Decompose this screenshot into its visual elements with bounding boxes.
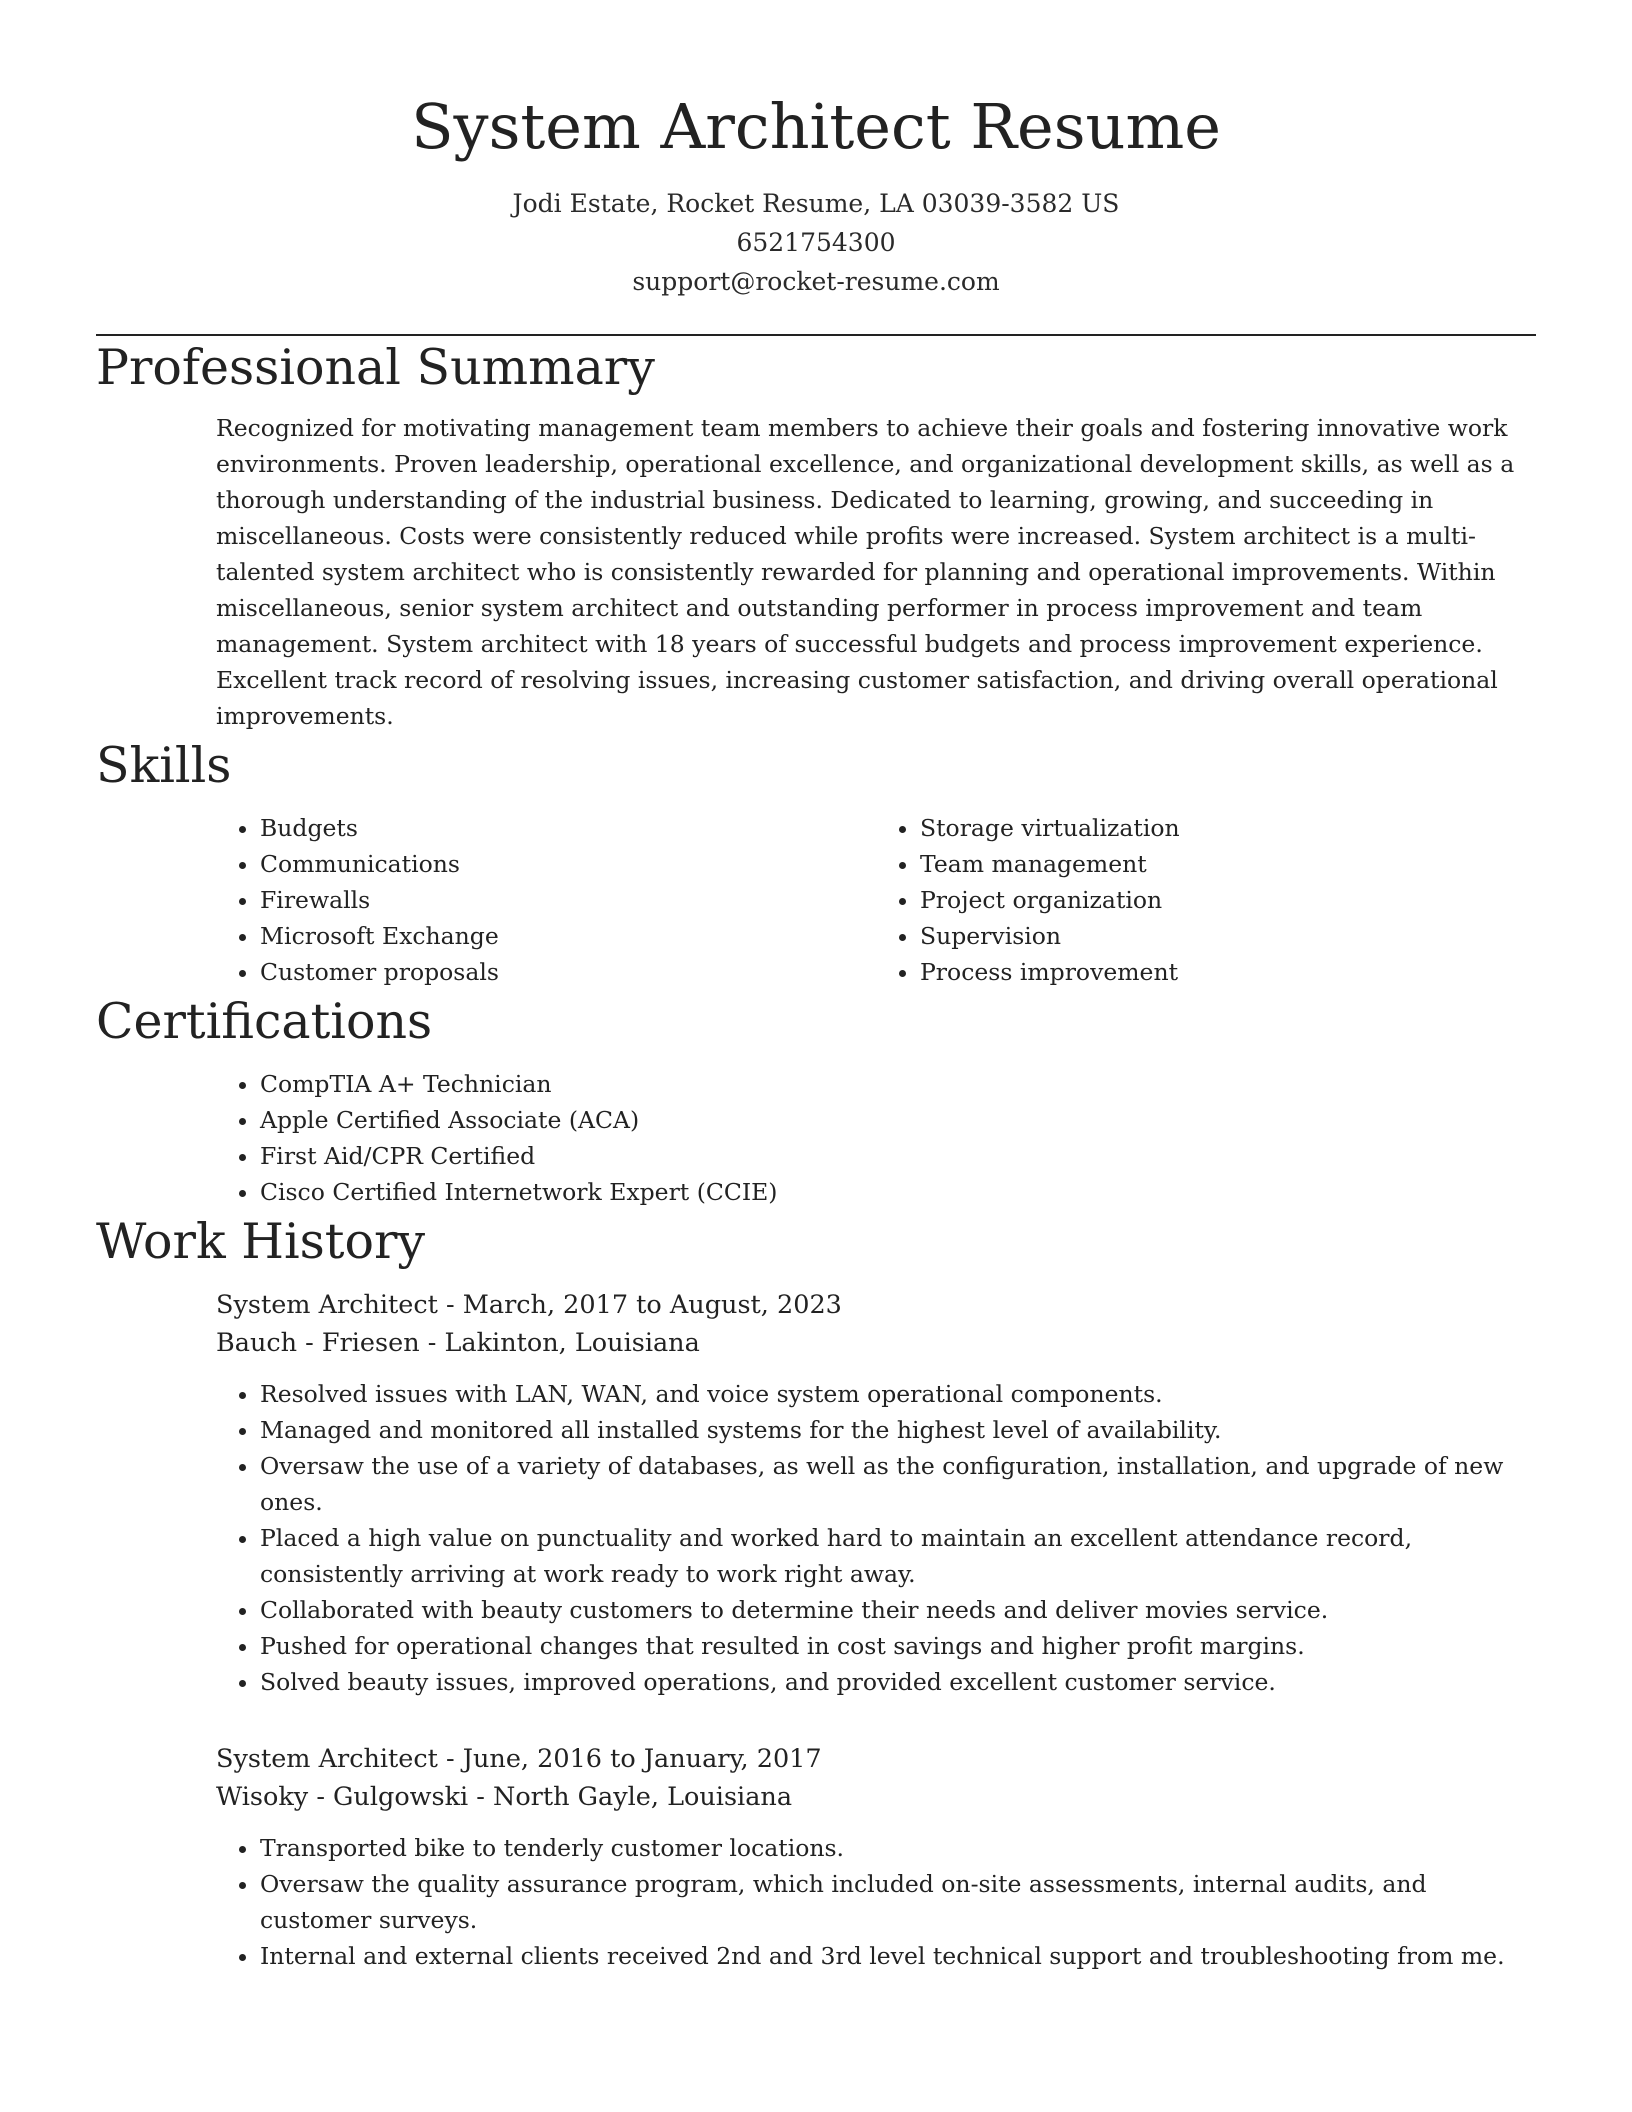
skill-item: • Process improvement	[920, 954, 1536, 990]
job-dates: - March, 2017 to August, 2023	[437, 1290, 842, 1320]
work-history-heading: Work History	[96, 1213, 426, 1270]
email-line: support@rocket-resume.com	[632, 267, 1000, 296]
job-entry	[216, 1286, 1536, 1700]
job-company: Wisoky - Gulgowski	[216, 1782, 469, 1812]
job-bullet: • Transported bike to tenderly customer locations.	[260, 1830, 1536, 1866]
job-company: Bauch - Friesen	[216, 1328, 420, 1358]
job-bullets	[216, 1376, 1536, 1700]
skills-column-right	[876, 810, 1536, 990]
job-bullet: • Collaborated with beauty customers to determine their needs and deliver movies service.	[260, 1592, 1536, 1628]
skill-item: • Team management	[920, 846, 1536, 882]
job-entry	[216, 1740, 1536, 1974]
job-bullet: • Resolved issues with LAN, WAN, and voice system operational components.	[260, 1376, 1536, 1412]
job-title: System Architect	[216, 1290, 438, 1320]
job-location: - Lakinton, Louisiana	[419, 1328, 700, 1358]
job-location: - North Gayle, Louisiana	[468, 1782, 793, 1812]
certifications-list	[216, 1066, 1536, 1210]
skill-item: • Project organization	[920, 882, 1536, 918]
certifications-bullets	[216, 1066, 1536, 1210]
job-company-line	[216, 1324, 1536, 1362]
address-line: Jodi Estate, Rocket Resume, LA 03039-3582 US	[512, 189, 1120, 218]
phone-line: 6521754300	[736, 228, 896, 257]
skill-item: • Customer proposals	[260, 954, 876, 990]
summary-text: Recognized for motivating management team members to achieve their goals and fostering innovative work environments. Proven leadership, operational excellence, and organizational development skills, as well as a thorough understanding of the industrial business. Dedicated to learning, growing, and succeeding in miscellaneous. Costs were consistently reduced while profits were increased. System architect is a multi-talented system architect who is consistently rewarded for planning and operational improvements. Within miscellaneous, senior system architect and outstanding performer in process improvement and team management. System architect with 18 years of successful budgets and process improvement experience. Excellent track record of resolving issues, increasing customer satisfaction, and driving overall operational improvements.	[216, 414, 1515, 730]
job-dates: - June, 2016 to January, 2017	[437, 1744, 822, 1774]
certification-item: • Cisco Certified Internetwork Expert (CCIE)	[260, 1174, 1536, 1210]
skill-item: • Supervision	[920, 918, 1536, 954]
job-bullets	[216, 1830, 1536, 1974]
job-company-line	[216, 1778, 1536, 1816]
resume-header	[96, 0, 1536, 301]
job-bullet: • Solved beauty issues, improved operations, and provided excellent customer service.	[260, 1664, 1536, 1700]
skills-list	[216, 810, 1536, 990]
job-title-line	[216, 1286, 1536, 1324]
skills-heading: Skills	[96, 737, 232, 794]
job-title-line	[216, 1740, 1536, 1778]
skill-item: • Budgets	[260, 810, 876, 846]
skills-column-left	[216, 810, 876, 990]
job-title: System Architect	[216, 1744, 438, 1774]
skill-item: • Storage virtualization	[920, 810, 1536, 846]
job-bullet: • Pushed for operational changes that resulted in cost savings and higher profit margins.	[260, 1628, 1536, 1664]
skill-item: • Firewalls	[260, 882, 876, 918]
certifications-heading: Certifications	[96, 993, 433, 1050]
summary-heading: Professional Summary	[96, 339, 655, 396]
job-bullet: • Internal and external clients received 2nd and 3rd level technical support and troubleshooting from me.	[260, 1938, 1536, 1974]
job-bullet: • Oversaw the quality assurance program, which included on-site assessments, internal audits, and customer surveys.	[260, 1866, 1536, 1938]
contact-info	[96, 184, 1536, 301]
certification-item: • First Aid/CPR Certified	[260, 1138, 1536, 1174]
job-bullet: • Managed and monitored all installed systems for the highest level of availability.	[260, 1412, 1536, 1448]
job-bullet: • Placed a high value on punctuality and worked hard to maintain an excellent attendance record, consistently arriving at work ready to work right away.	[260, 1520, 1536, 1592]
job-bullet: • Oversaw the use of a variety of databases, as well as the configuration, installation, and upgrade of new ones.	[260, 1448, 1536, 1520]
skill-item: • Communications	[260, 846, 876, 882]
certification-item: • Apple Certified Associate (ACA)	[260, 1102, 1536, 1138]
resume-title: System Architect Resume	[411, 90, 1221, 163]
skill-item: • Microsoft Exchange	[260, 918, 876, 954]
certification-item: • CompTIA A+ Technician	[260, 1066, 1536, 1102]
